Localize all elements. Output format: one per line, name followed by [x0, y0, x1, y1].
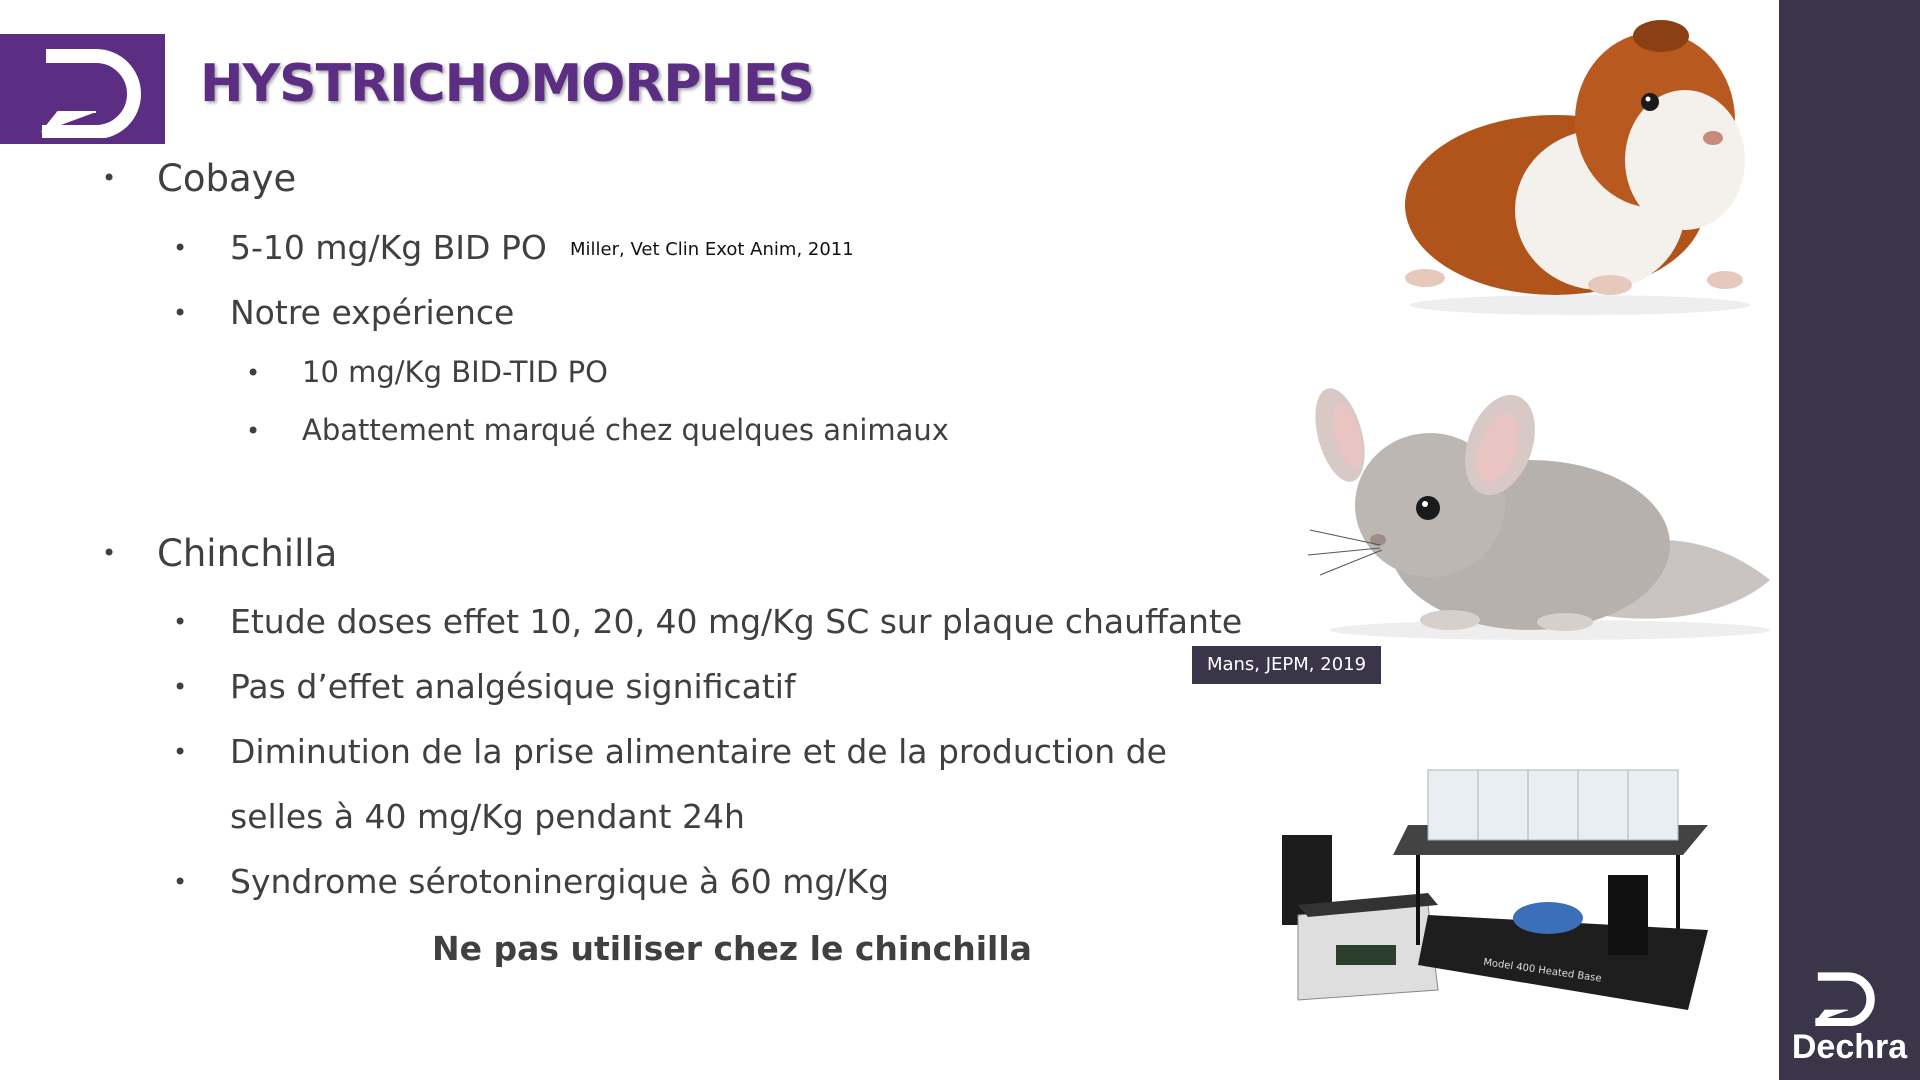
- cobaye-heading: Cobaye: [157, 157, 297, 200]
- hot-plate-label: Model 400 Heated Base: [1482, 957, 1603, 985]
- cobaye-dose: 5-10 mg/Kg BID PO: [230, 228, 547, 267]
- chinchilla-heading: Chinchilla: [157, 532, 338, 575]
- dechra-d-icon: [1813, 968, 1885, 1026]
- hot-plate-apparatus-photo: [1278, 765, 1718, 1015]
- cobaye-citation: Miller, Vet Clin Exot Anim, 2011: [570, 239, 854, 260]
- guinea-pig-photo: [1385, 10, 1760, 320]
- bullet: •: [102, 539, 117, 567]
- chinchilla-item: Diminution de la prise alimentaire et de la production de: [230, 732, 1167, 771]
- chinchilla-item: Syndrome sérotoninergique à 60 mg/Kg: [230, 862, 890, 901]
- bullet: •: [173, 868, 188, 896]
- chinchilla-item: Etude doses effet 10, 20, 40 mg/Kg SC sur plaque chauffante: [230, 602, 1243, 641]
- bullet: •: [246, 417, 261, 445]
- bullet: •: [173, 738, 188, 766]
- bullet: •: [173, 234, 188, 262]
- chinchilla-photo: [1300, 380, 1780, 645]
- dechra-d-icon: [38, 42, 158, 138]
- bullet: •: [173, 673, 188, 701]
- brand-name: Dechra: [1791, 1028, 1908, 1066]
- bullet: •: [173, 299, 188, 327]
- bullet: •: [246, 359, 261, 387]
- dechra-logo-block: [0, 34, 165, 144]
- chinchilla-item: Pas d’effet analgésique significatif: [230, 667, 796, 706]
- conclusion-text: Ne pas utiliser chez le chinchilla: [432, 929, 1032, 968]
- bullet: •: [173, 608, 188, 636]
- cobaye-experience-item: 10 mg/Kg BID-TID PO: [302, 355, 608, 389]
- cobaye-experience: Notre expérience: [230, 293, 515, 332]
- chinchilla-item-continued: selles à 40 mg/Kg pendant 24h: [230, 797, 745, 836]
- chinchilla-citation: Mans, JEPM, 2019: [1192, 646, 1381, 684]
- cobaye-experience-item: Abattement marqué chez quelques animaux: [302, 413, 949, 447]
- right-sidebar: [1779, 0, 1920, 1080]
- bullet: •: [102, 164, 117, 192]
- slide-title: HYSTRICHOMORPHES: [200, 54, 814, 114]
